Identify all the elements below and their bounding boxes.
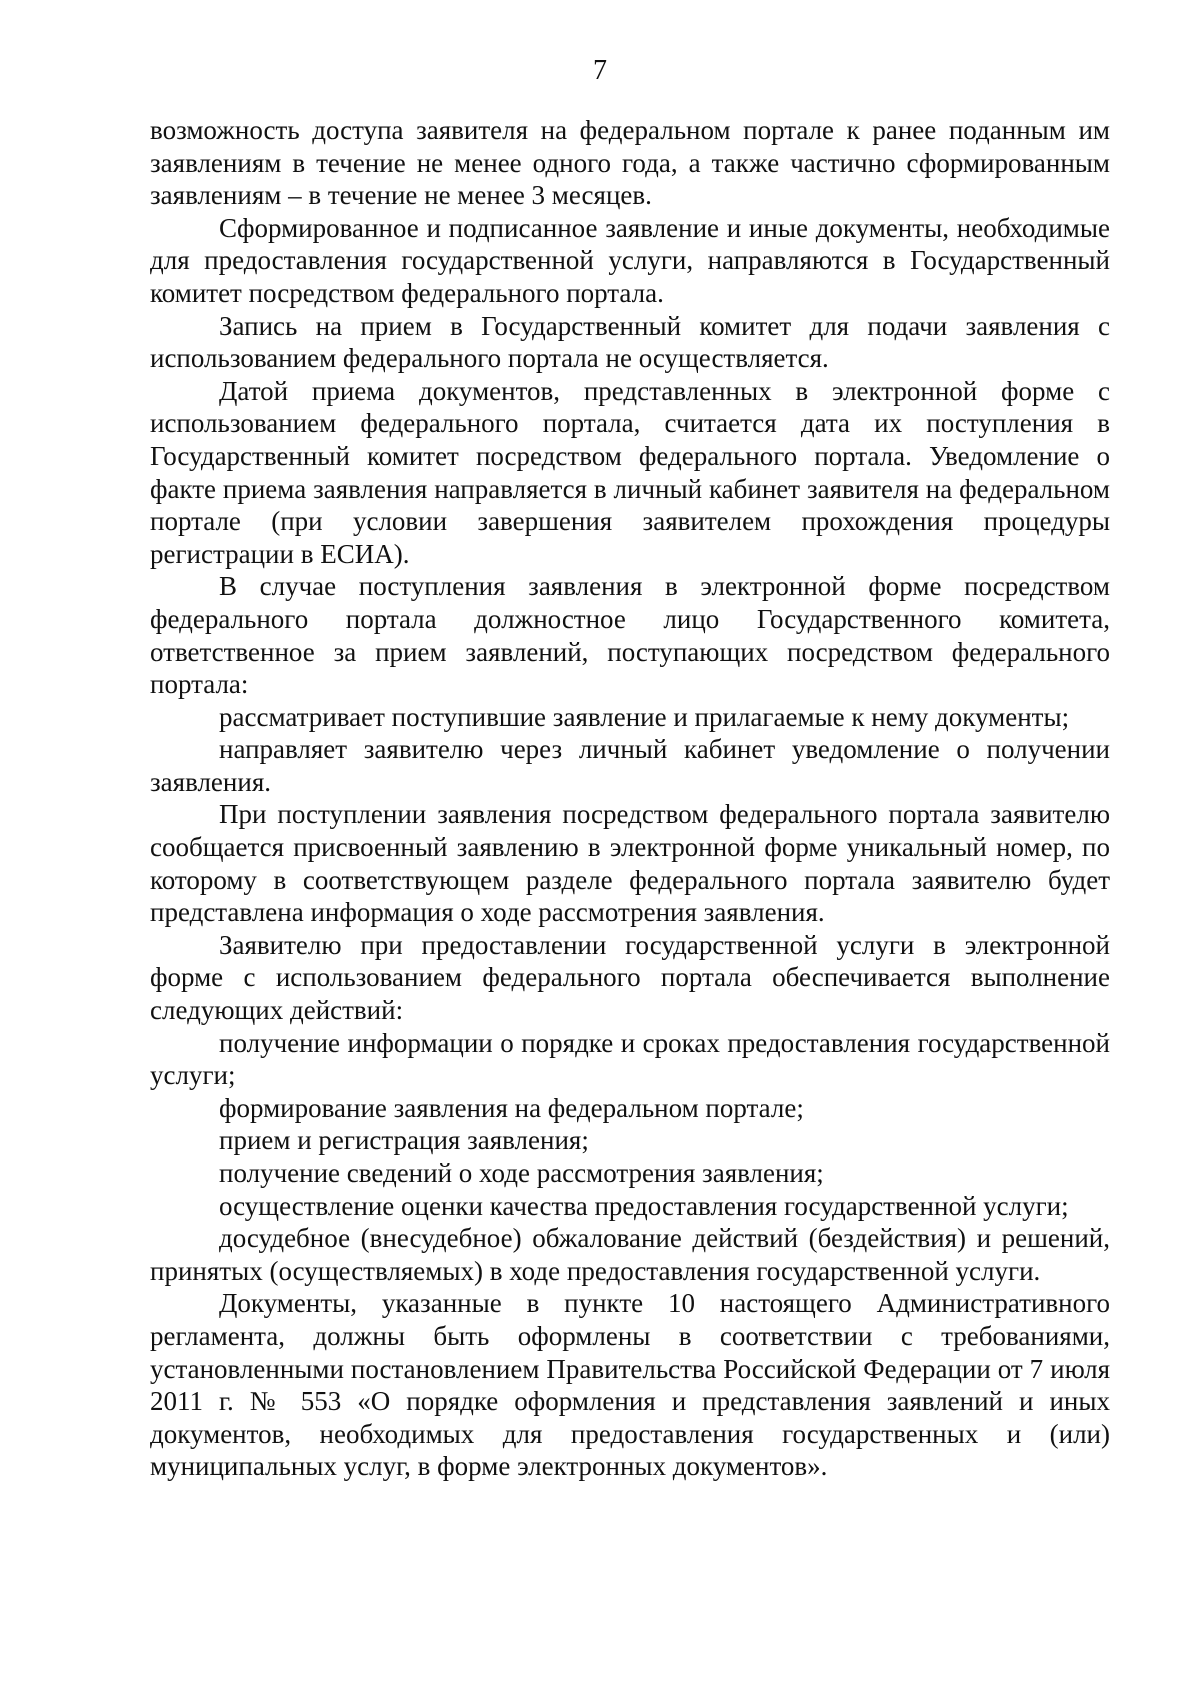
list-item: досудебное (внесудебное) обжалование действий (бездействия) и решений, принятых (осуществляемых) в ходе предоставления государственной услуги. <box>150 1223 1110 1286</box>
paragraph: Заявителю при предоставлении государственной услуги в электронной форме с использованием федерального портала обеспечивается выполнение следующих действий: <box>150 929 1110 1026</box>
list-item: формирование заявления на федеральном портале; <box>219 1092 804 1123</box>
paragraph: Сформированное и подписанное заявление и иные документы, необходимые для предоставления государственной услуги, направляются в Государственный комитет посредством федерального портала. <box>150 212 1110 308</box>
paragraph: Запись на прием в Государственный комитет для подачи заявления с использованием федерального портала не осуществляется. <box>150 310 1110 374</box>
list-item: получение информации о порядке и сроках предоставления государственной услуги; <box>150 1027 1110 1091</box>
paragraph: Датой приема документов, представленных в электронной форме с использованием федерального портала, считается дата их поступления в Государственный комитет посредством федерального портала. Уведомление о факте приема заявления направляется в личный кабинет заявителя на федеральном портале (при условии завершения заявителем прохождения процедуры регистрации в ЕСИА). <box>150 375 1110 569</box>
list-item: рассматривает поступившие заявление и прилагаемые к нему документы; <box>219 701 1070 732</box>
paragraph: В случае поступления заявления в электронной форме посредством федерального портала должностное лицо Государственного комитета, ответственное за прием заявлений, поступающих посредством федерального портала: <box>150 571 1110 700</box>
paragraph: При поступлении заявления посредством федерального портала заявителю сообщается присвоенный заявлению в электронной форме уникальный номер, по которому в соответствующем разделе федерального портала заявителю будет представлена информация о ходе рассмотрения заявления. <box>150 799 1110 928</box>
paragraph: Документы, указанные в пункте 10 настоящего Административного регламента, должны быть оформлены в соответствии с требованиями, установленными постановлением Правительства Российской Федерации от 7 июля 2011 г. № 553 «О порядке оформления и представления заявлений и иных документов, необходимых для предоставления государственных и (или) муниципальных услуг, в форме электронных документов». <box>150 1288 1110 1482</box>
paragraph: возможность доступа заявителя на федеральном портале к ранее поданным им заявлениям в течение не менее одного года, а также частично сформированным заявлениям – в течение не менее 3 месяцев. <box>150 115 1110 211</box>
list-item: направляет заявителю через личный кабинет уведомление о получении заявления. <box>150 734 1110 797</box>
document-body <box>150 114 1110 1483</box>
page-number: 7 <box>593 55 607 86</box>
list-item: получение сведений о ходе рассмотрения заявления; <box>219 1158 824 1188</box>
list-item: осуществление оценки качества предоставления государственной услуги; <box>219 1190 1069 1221</box>
list-item: прием и регистрация заявления; <box>219 1125 589 1156</box>
